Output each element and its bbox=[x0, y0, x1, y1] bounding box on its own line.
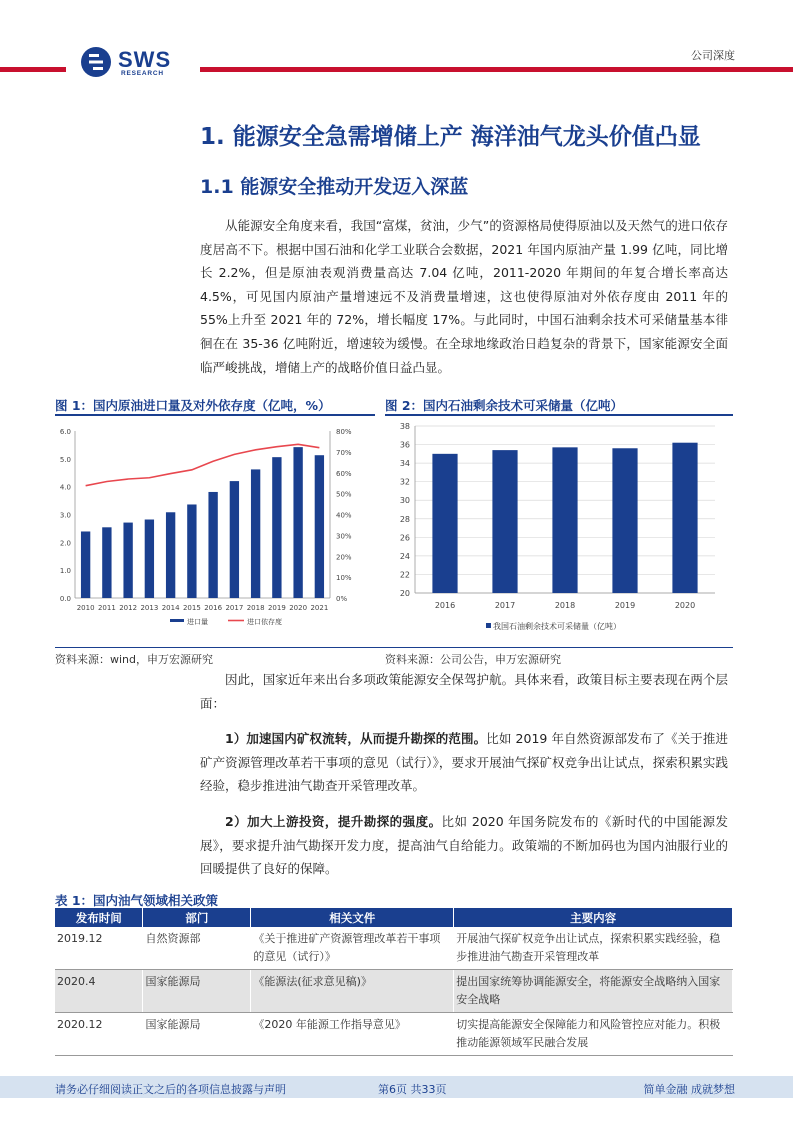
bar-import-2010 bbox=[81, 531, 90, 598]
bar-import-2014 bbox=[166, 512, 175, 598]
cell-content: 提出国家统筹协调能源安全，将能源安全战略纳入国家安全战略 bbox=[454, 970, 733, 1013]
x-tick-label: 2020 bbox=[674, 601, 696, 610]
cell-date: 2019.12 bbox=[55, 927, 143, 970]
policy-paragraph bbox=[200, 668, 728, 715]
x-tick-label: 2019 bbox=[614, 601, 636, 610]
bar-reserves-2019 bbox=[612, 448, 637, 593]
legend-label-dependency: 进口依存度 bbox=[247, 618, 282, 626]
table-row bbox=[55, 1013, 733, 1056]
figure2-source: 资料来源：公司公告，申万宏源研究 bbox=[385, 653, 561, 666]
y-left-tick-label: 0.0 bbox=[59, 595, 71, 603]
intro-paragraph bbox=[200, 214, 728, 379]
x-tick-label: 2013 bbox=[140, 604, 159, 612]
point2-heading: 2）加大上游投资，提升勘探的强度。 bbox=[225, 814, 442, 829]
logo-subtext: RESEARCH bbox=[121, 70, 164, 77]
bar-reserves-2016 bbox=[432, 454, 457, 593]
y-right-tick-label: 30% bbox=[336, 532, 352, 541]
x-tick-label: 2011 bbox=[97, 604, 116, 612]
y-tick-label: 22 bbox=[399, 570, 410, 580]
y-right-tick-label: 40% bbox=[336, 511, 352, 520]
cell-dept: 自然资源部 bbox=[143, 927, 251, 970]
y-tick-label: 24 bbox=[399, 551, 410, 561]
section-label: 公司深度 bbox=[691, 49, 735, 62]
y-right-tick-label: 10% bbox=[336, 574, 352, 583]
cell-doc: 《2020 年能源工作指导意见》 bbox=[251, 1013, 454, 1056]
paragraph-text: 因此，国家近年来出台多项政策能源安全保驾护航。具体来看，政策目标主要表现在两个层面： bbox=[200, 672, 728, 711]
figure2-rule bbox=[385, 414, 733, 416]
cell-date: 2020.4 bbox=[55, 970, 143, 1013]
y-left-tick-label: 1.0 bbox=[59, 567, 71, 576]
bar-import-2019 bbox=[272, 457, 281, 598]
bar-import-2011 bbox=[102, 527, 111, 598]
y-right-tick-label: 0% bbox=[336, 595, 348, 603]
cell-dept: 国家能源局 bbox=[143, 970, 251, 1013]
table-row bbox=[55, 927, 733, 970]
point1-heading: 1）加速国内矿权流转，从而提升勘探的范围。 bbox=[225, 731, 487, 746]
point2-text: 比如 2020 年国务院发布的《新时代的中国能源发展》，要求提升油气勘探开发力度，提高油气自给能力。政策端的不断加码也为国内油服行业的回暖提供了良好的保障。 bbox=[200, 814, 728, 877]
x-tick-label: 2018 bbox=[246, 604, 265, 612]
figure-bottom-rule bbox=[55, 647, 733, 648]
bar-reserves-2020 bbox=[672, 443, 697, 593]
figure1-source: 资料来源：wind，申万宏源研究 bbox=[55, 653, 214, 666]
figure2-title: 图 2：国内石油剩余技术可采储量（亿吨） bbox=[385, 398, 624, 413]
cell-date: 2020.12 bbox=[55, 1013, 143, 1056]
y-tick-label: 36 bbox=[399, 440, 410, 450]
logo-text: SWS bbox=[118, 47, 172, 72]
x-tick-label: 2016 bbox=[434, 601, 456, 610]
y-right-tick-label: 70% bbox=[336, 448, 352, 457]
cell-dept: 国家能源局 bbox=[143, 1013, 251, 1056]
point1-text: 比如 2019 年自然资源部发布了《关于推进矿产资源管理改革若干事项的意见（试行）》，要求开展油气探矿权竞争出让试点，探索积累实践经验，稳步推进油气勘查开采管理改革。 bbox=[200, 731, 728, 794]
x-tick-label: 2014 bbox=[161, 604, 180, 612]
y-left-tick-label: 6.0 bbox=[59, 428, 71, 436]
cell-content: 开展油气探矿权竞争出让试点，探索积累实践经验，稳步推进油气勘查开采管理改革 bbox=[454, 927, 733, 970]
x-tick-label: 2012 bbox=[119, 604, 138, 612]
section-heading: 1.1 能源安全推动开发迈入深蓝 bbox=[200, 176, 469, 198]
x-tick-label: 2017 bbox=[225, 604, 244, 612]
x-tick-label: 2019 bbox=[267, 604, 286, 612]
sws-logo-icon bbox=[80, 46, 112, 78]
x-tick-label: 2015 bbox=[182, 604, 201, 612]
figure1-rule bbox=[55, 414, 375, 416]
x-tick-label: 2016 bbox=[204, 604, 223, 612]
cell-doc: 《关于推进矿产资源管理改革若干事项的意见（试行）》 bbox=[251, 927, 454, 970]
page-number: 第6页 共33页 bbox=[378, 1083, 447, 1096]
x-tick-label: 2021 bbox=[310, 604, 329, 612]
legend-swatch-reserves bbox=[486, 623, 491, 628]
col-header-date: 发布时间 bbox=[55, 908, 143, 927]
table-title: 表 1：国内油气领域相关政策 bbox=[55, 893, 219, 908]
paragraph-text: 从能源安全角度来看，我国“富煤，贫油，少气”的资源格局使得原油以及天然气的进口依存度居高不下。根据中国石油和化学工业联合会数据，2021 年国内原油产量 1.99 亿吨，同比增长 2.2%，但是原油表观消费量高达 7.04 亿吨，2011-2020 年期间的年复合增长率高达 4.5%，可见国内原油产量增速远不及消费量增速，这也使得原油对外依存度由 2011 年的 55%上升至 2021 年的 72%，增长幅度 17%。与此同时，中国石油剩余技术可采储量基本徘徊在在 35-36 亿吨附近，增速较为缓慢。在全球地缘政治日趋复杂的背景下，国家能源安全面临严峻挑战，增储上产的战略价值日益凸显。 bbox=[200, 218, 728, 375]
policy-table bbox=[55, 908, 733, 1056]
table-header-row bbox=[55, 908, 733, 927]
bar-reserves-2017 bbox=[492, 450, 517, 593]
x-tick-label: 2017 bbox=[494, 601, 516, 610]
legend-swatch-import bbox=[170, 619, 184, 622]
page-title: 1. 能源安全急需增储上产 海洋油气龙头价值凸显 bbox=[200, 124, 701, 150]
col-header-dept: 部门 bbox=[143, 908, 251, 927]
y-tick-label: 38 bbox=[399, 422, 410, 431]
bar-import-2015 bbox=[187, 504, 196, 598]
x-tick-label: 2018 bbox=[554, 601, 576, 610]
y-tick-label: 34 bbox=[399, 459, 410, 469]
bar-import-2013 bbox=[145, 520, 154, 598]
y-left-tick-label: 4.0 bbox=[59, 483, 71, 492]
col-header-content: 主要内容 bbox=[454, 908, 733, 927]
y-tick-label: 32 bbox=[399, 477, 410, 487]
y-tick-label: 20 bbox=[399, 589, 410, 598]
cell-doc: 《能源法(征求意见稿)》 bbox=[251, 970, 454, 1013]
reserves-chart bbox=[380, 420, 735, 635]
policy-point-1 bbox=[200, 727, 728, 798]
y-tick-label: 30 bbox=[399, 496, 410, 506]
bar-import-2017 bbox=[230, 481, 239, 598]
y-tick-label: 26 bbox=[399, 533, 410, 543]
import-dependency-chart bbox=[50, 420, 385, 635]
x-tick-label: 2020 bbox=[289, 604, 308, 612]
header-rule-right bbox=[200, 67, 793, 72]
bar-import-2021 bbox=[315, 455, 324, 598]
y-right-tick-label: 80% bbox=[336, 428, 352, 436]
col-header-doc: 相关文件 bbox=[251, 908, 454, 927]
cell-content: 切实提高能源安全保障能力和风险管控应对能力。积极推动能源领域军民融合发展 bbox=[454, 1013, 733, 1056]
bar-import-2016 bbox=[208, 492, 217, 598]
bar-reserves-2018 bbox=[552, 447, 577, 593]
y-tick-label: 28 bbox=[399, 514, 410, 524]
y-right-tick-label: 20% bbox=[336, 553, 352, 562]
bar-import-2018 bbox=[251, 469, 260, 598]
bar-import-2020 bbox=[293, 447, 302, 598]
legend-label-reserves: 我国石油剩余技术可采储量（亿吨） bbox=[493, 622, 621, 631]
figure1-title: 图 1：国内原油进口量及对外依存度（亿吨，%） bbox=[55, 398, 331, 413]
y-left-tick-label: 2.0 bbox=[59, 539, 71, 548]
table-row bbox=[55, 970, 733, 1013]
y-left-tick-label: 5.0 bbox=[59, 455, 71, 464]
legend-label-import: 进口量 bbox=[187, 618, 208, 626]
x-tick-label: 2010 bbox=[76, 604, 95, 612]
bar-import-2012 bbox=[123, 523, 132, 598]
y-right-tick-label: 60% bbox=[336, 469, 352, 478]
footer-disclaimer: 请务必仔细阅读正文之后的各项信息披露与声明 bbox=[55, 1083, 286, 1096]
policy-point-2 bbox=[200, 810, 728, 881]
y-left-tick-label: 3.0 bbox=[59, 511, 71, 520]
header-rule-left bbox=[0, 67, 66, 72]
y-right-tick-label: 50% bbox=[336, 490, 352, 499]
line-dependency bbox=[86, 444, 320, 485]
footer-slogan: 简单金融 成就梦想 bbox=[643, 1083, 735, 1096]
